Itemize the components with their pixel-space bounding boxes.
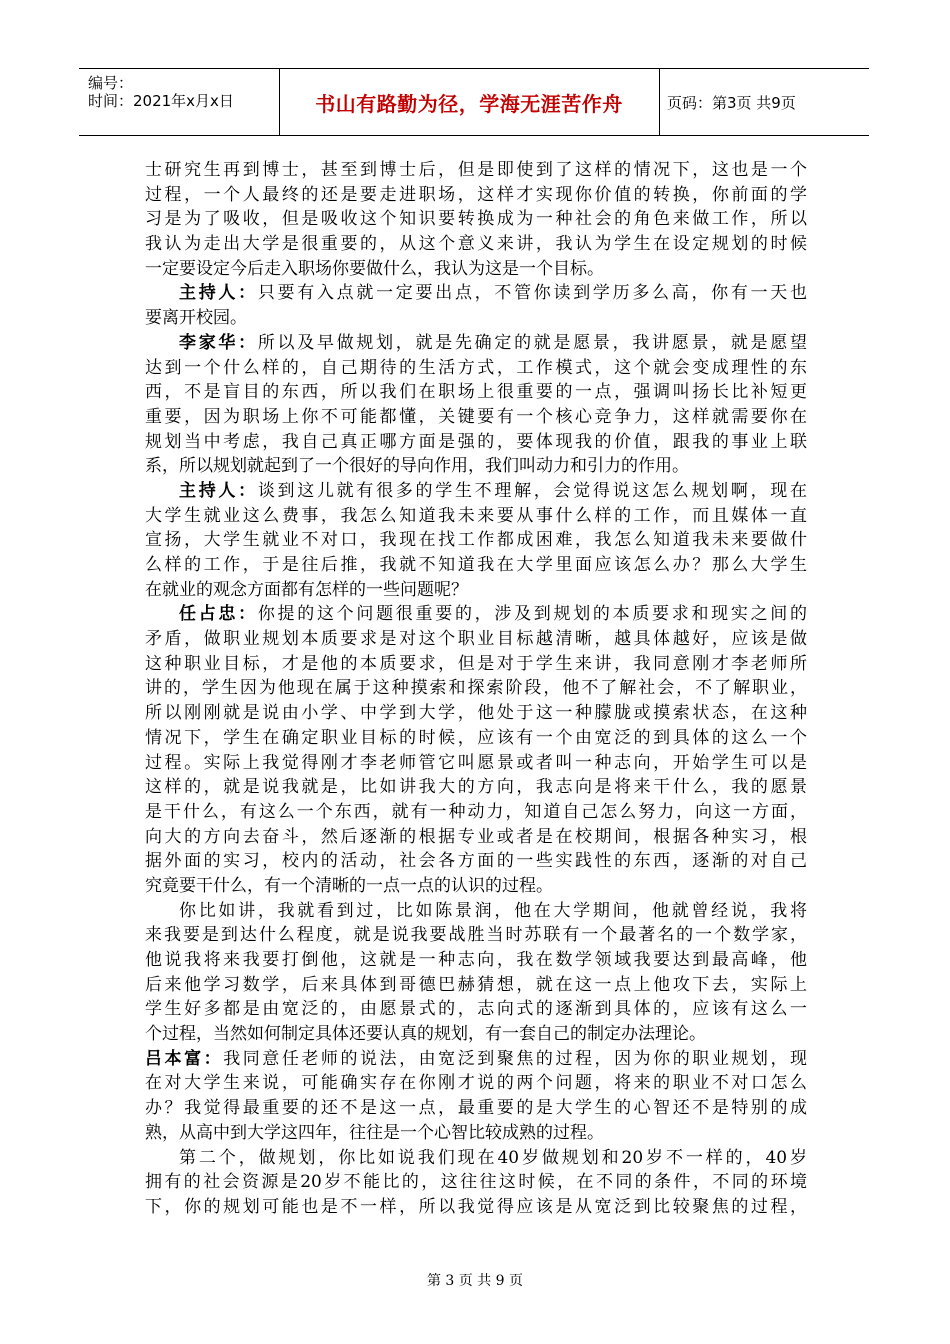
text-line — [145, 874, 807, 899]
page-footer: 第 3 页 共 9 页 — [426, 1273, 524, 1289]
line-text: 习是为了吸收，但是吸收这个知识要转换成为一种社会的角色来做工作，所以 — [145, 209, 807, 230]
text-line — [145, 454, 807, 479]
line-text: 熟，从高中到大学这四年，往往是一个心智比较成熟的过程。 — [145, 1122, 604, 1143]
text-line — [145, 923, 807, 948]
line-text: 过程，一个人最终的还是要走进职场，这样才实现你价值的转换，你前面的学 — [145, 184, 807, 205]
text-line — [145, 430, 807, 455]
line-text: 办？我觉得最重要的还不是这一点，最重要的是大学生的心智还不是特别的成 — [145, 1098, 807, 1119]
line-text: 拥有的社会资源是20岁不能比的，这往往这时候，在不同的条件，不同的环境 — [145, 1172, 807, 1193]
text-line — [145, 1071, 807, 1096]
line-text: 这种职业目标，才是他的本质要求，但是对于学生来讲，我同意刚才李老师所 — [145, 653, 807, 674]
speaker-name: 李家华： — [179, 332, 258, 353]
text-line — [145, 1047, 807, 1072]
text-line — [145, 825, 807, 850]
text-line — [145, 602, 807, 627]
text-line — [145, 800, 807, 825]
text-line — [145, 676, 807, 701]
line-text: 一定要设定今后走入职场你要做什么，我认为这是一个目标。 — [145, 258, 604, 279]
line-text: 达到一个什么样的，自己期待的生活方式，工作模式，这个就会变成理性的东 — [145, 357, 807, 378]
text-line — [145, 578, 807, 603]
text-line — [145, 380, 807, 405]
line-text: 究竟要干什么，有一个清晰的一点一点的认识的过程。 — [145, 875, 553, 896]
text-line — [145, 528, 807, 553]
text-line — [145, 1096, 807, 1121]
text-line — [145, 1170, 807, 1195]
text-line — [145, 306, 807, 331]
text-line — [145, 997, 807, 1022]
line-text: 矛盾，做职业规划本质要求是对这个职业目标越清晰，越具体越好，应该是做 — [145, 629, 807, 650]
time-label: 时间：2021年x月x日 — [88, 92, 234, 110]
line-text: 要离开校园。 — [145, 308, 247, 329]
speaker-name: 主持人： — [179, 480, 258, 501]
line-text: 宣扬，大学生就业不对口，我现在找工作都成困难，我怎么知道我未来要做什 — [145, 530, 807, 551]
text-line — [145, 331, 807, 356]
line-text: 来我要是到达什么程度，就是说我要战胜当时苏联有一个最著名的一个数学家， — [145, 925, 807, 946]
text-line — [145, 1121, 807, 1146]
text-line — [145, 701, 807, 726]
text-line — [145, 405, 807, 430]
line-text: 西，不是盲目的东西，所以我们在职场上很重要的一点，强调叫扬长比补短更 — [145, 382, 807, 403]
text-line — [145, 281, 807, 306]
header-page-info: 页码：第3页 共9页 — [667, 93, 796, 112]
header-motto — [279, 69, 660, 135]
document-body — [145, 158, 807, 1220]
line-text: 士研究生再到博士，甚至到博士后，但是即使到了这样的情况下，这也是一个 — [145, 160, 807, 180]
text-line — [145, 257, 807, 282]
line-text: 他说我将来我要打倒他，这就是一种志向，我在数学领域我要达到最高峰，他 — [145, 950, 807, 970]
line-text: 讲的，学生因为他现在属于这种摸索和探索阶段，他不了解社会，不了解职业， — [145, 678, 807, 699]
text-line — [145, 504, 807, 529]
line-text: 所以及早做规划，就是先确定的就是愿景，我讲愿景，就是愿望 — [257, 332, 808, 353]
text-line — [145, 1146, 807, 1171]
text-line — [145, 775, 807, 800]
line-text: 谈到这儿就有很多的学生不理解，会觉得说这怎么规划啊，现在 — [257, 480, 808, 501]
line-text: 规划当中考虑，我自己真正哪方面是强的，要体现我的价值，跟我的事业上联 — [145, 431, 807, 452]
line-text: 这样的，就是说我就是，比如讲我大的方向，我志向是将来干什么，我的愿景 — [145, 777, 807, 798]
line-text: 重要，因为职场上你不可能都懂，关键要有一个核心竞争力，这样就需要你在 — [145, 406, 807, 427]
line-text: 你提的这个问题很重要的，涉及到规划的本质要求和现实之间的 — [257, 604, 808, 625]
speaker-name: 任占忠： — [179, 604, 258, 625]
line-text: 过程。实际上我觉得刚才李老师管它叫愿景或者叫一种志向，开始学生可以是 — [145, 752, 807, 773]
header-meta — [79, 69, 280, 135]
text-line — [145, 849, 807, 874]
text-line — [145, 356, 807, 381]
speaker-name: 主持人： — [179, 283, 258, 304]
text-line — [145, 973, 807, 998]
text-line — [145, 207, 807, 232]
line-text: 所以刚刚就是说由小学、中学到大学，他处于这一种朦胧或摸索状态，在这种 — [145, 703, 807, 724]
text-line — [145, 479, 807, 504]
line-text: 情况下，学生在确定职业目标的时候，应该有一个由宽泛的到具体的这么一个 — [145, 727, 807, 748]
page-header — [79, 68, 869, 136]
text-line — [145, 948, 807, 973]
line-text: 大学生就业这么费事，我怎么知道我未来要从事什么样的工作，而且媒体一直 — [145, 505, 807, 526]
line-text: 系，所以规划就起到了一个很好的导向作用，我们叫动力和引力的作用。 — [145, 456, 689, 477]
speaker-name: 吕本富： — [145, 1048, 224, 1069]
text-line — [145, 726, 807, 751]
number-label: 编号： — [88, 74, 134, 92]
line-text: 后来他学习数学，后来具体到哥德巴赫猜想，就在这一点上他攻下去，实际上 — [145, 974, 807, 995]
line-text: 下，你的规划可能也是不一样，所以我觉得应该是从宽泛到比较聚焦的过程， — [145, 1196, 807, 1217]
text-line — [145, 627, 807, 652]
line-text: 你比如讲，我就看到过，比如陈景润，他在大学期间，他就曾经说，我将 — [179, 900, 807, 921]
motto-text: 书山有路勤为径，学海无涯苦作舟 — [315, 91, 623, 116]
line-text: 我认为走出大学是很重要的，从这个意义来讲，我认为学生在设定规划的时候 — [145, 234, 807, 255]
text-line — [145, 652, 807, 677]
line-text: 我同意任老师的说法，由宽泛到聚焦的过程，因为你的职业规划，现 — [223, 1048, 808, 1069]
text-line — [145, 1195, 807, 1220]
line-text: 在就业的观念方面都有怎样的一些问题呢？ — [145, 579, 468, 600]
line-text: 据外面的实习，校内的活动，社会各方面的一些实践性的东西，逐渐的对自己 — [145, 851, 807, 872]
line-text: 学生好多都是由宽泛的，由愿景式的，志向式的逐渐到具体的，应该有这么一 — [145, 999, 807, 1020]
line-text: 在对大学生来说，可能确实存在你刚才说的两个问题，将来的职业不对口怎么 — [145, 1073, 807, 1094]
line-text: 是干什么，有这么一个东西，就有一种动力，知道自己怎么努力，向这一方面， — [145, 801, 807, 822]
text-line — [145, 899, 807, 924]
text-line — [145, 553, 807, 578]
text-line — [145, 751, 807, 776]
text-line — [145, 158, 807, 183]
line-text: 向大的方向去奋斗，然后逐渐的根据专业或者是在校期间，根据各种实习，根 — [145, 826, 807, 847]
text-line — [145, 183, 807, 208]
text-line — [145, 1022, 807, 1047]
line-text: 个过程，当然如何制定具体还要认真的规划，有一套自己的制定办法理论。 — [145, 1024, 706, 1045]
line-text: 第二个，做规划，你比如说我们现在40岁做规划和20岁不一样的，40岁 — [179, 1147, 807, 1168]
line-text: 只要有入点就一定要出点，不管你读到学历多么高，你有一天也 — [257, 283, 808, 304]
text-line — [145, 232, 807, 257]
line-text: 么样的工作，于是往后推，我就不知道我在大学里面应该怎么办？那么大学生 — [145, 555, 807, 575]
